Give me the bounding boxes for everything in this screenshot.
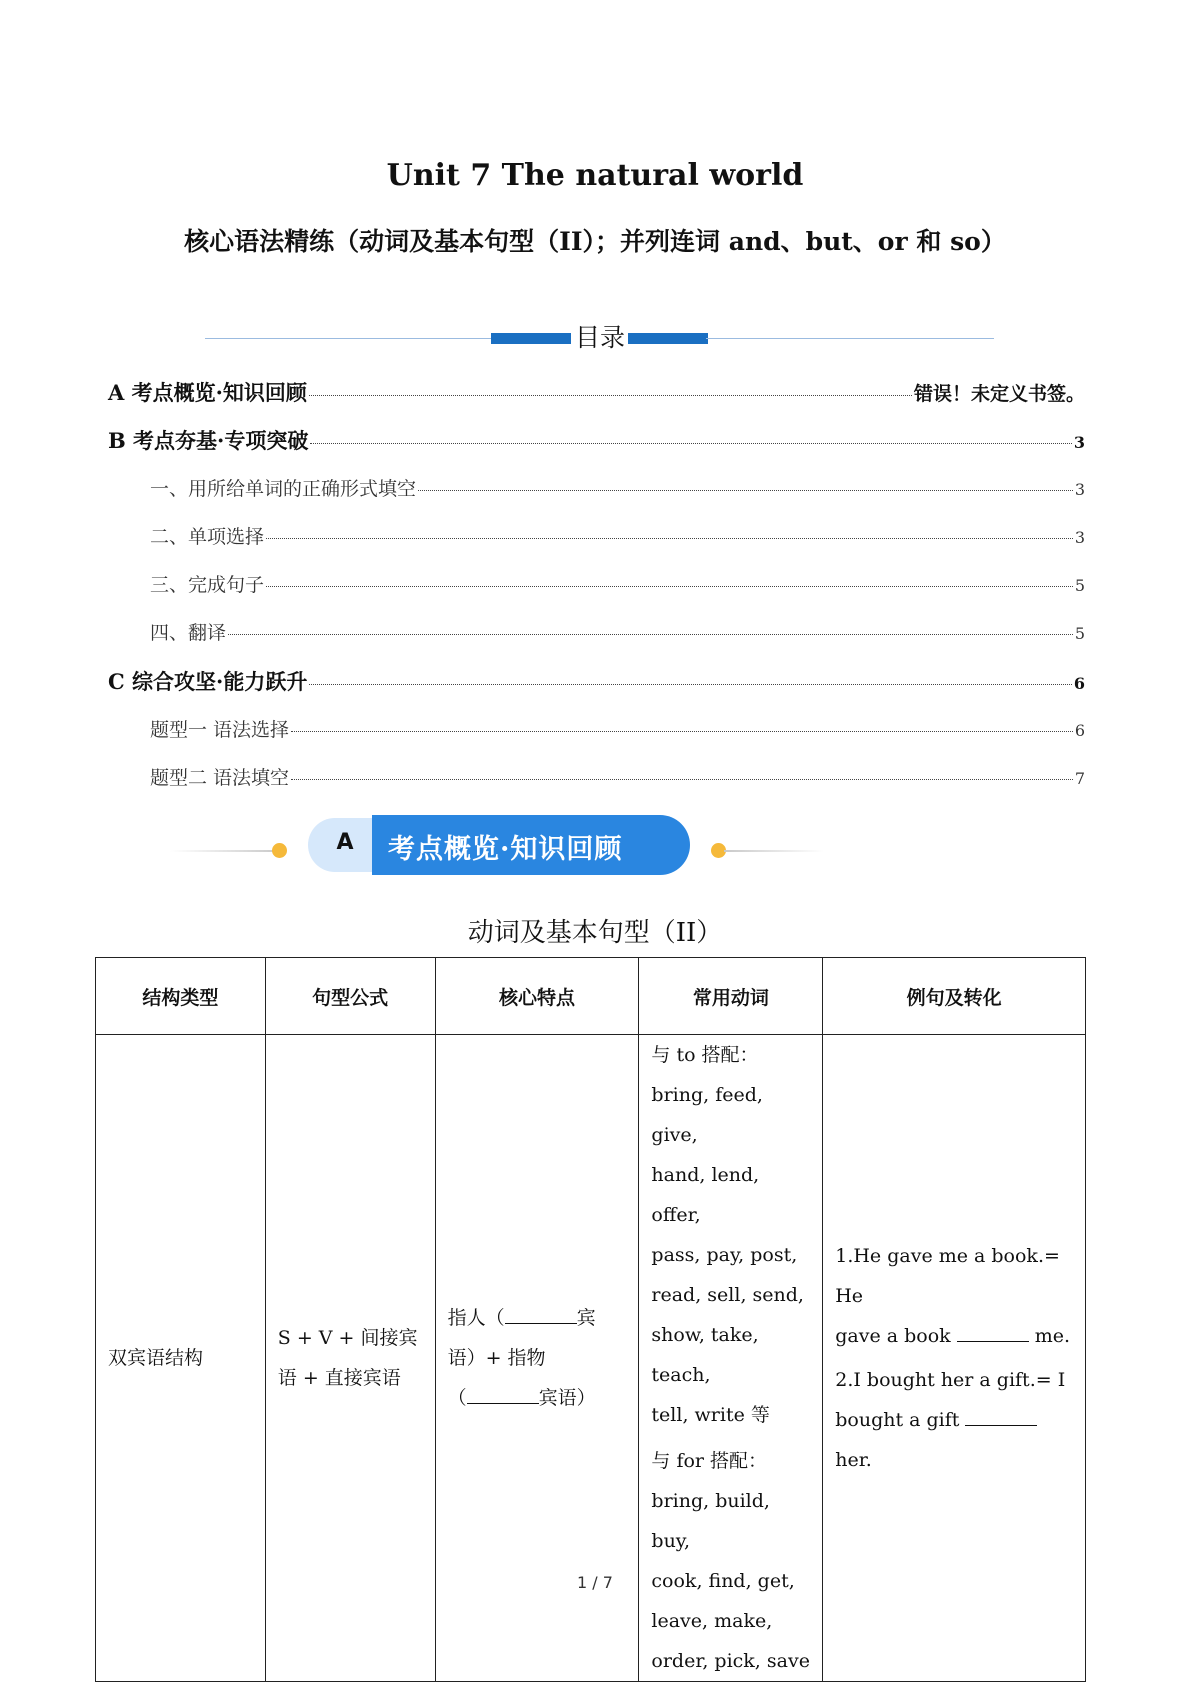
- toc-bar-left: [491, 333, 571, 344]
- feature-line: [448, 1378, 627, 1418]
- verb-line: 与 to 搭配：: [651, 1044, 759, 1066]
- formula-line: S + V + 间接宾: [277, 1327, 418, 1349]
- verb-line: bring, feed, give,: [651, 1084, 763, 1146]
- example-line: 2.I bought her a gift.= I: [835, 1369, 1066, 1391]
- answer-blank[interactable]: [467, 1402, 539, 1404]
- toc-entry-page: 3: [1074, 528, 1085, 547]
- toc-entry-label: 一、用所给单词的正确形式填空: [150, 478, 417, 500]
- toc-entry-label: 二、单项选择: [150, 526, 265, 548]
- verb-line: order, pick, save: [651, 1650, 810, 1672]
- answer-blank[interactable]: [957, 1340, 1029, 1342]
- toc-entry-page: 6: [1073, 674, 1085, 693]
- toc-entry-c[interactable]: [108, 666, 1085, 696]
- toc-leader: [418, 490, 1073, 491]
- toc-entry-b[interactable]: [108, 425, 1085, 455]
- toc-entry-page: 5: [1074, 576, 1085, 595]
- banner-text: 考点概览·知识回顾: [388, 834, 623, 865]
- toc-entry-b3[interactable]: [150, 570, 1085, 597]
- verb-line: leave, make,: [651, 1610, 773, 1632]
- banner-line-left: [170, 850, 280, 852]
- feature-line: [448, 1298, 627, 1338]
- verb-line: tell, write 等: [651, 1404, 770, 1426]
- banner-letter: A: [336, 830, 354, 855]
- toc-divider-left: [205, 338, 493, 339]
- verb-line: bring, build, buy,: [651, 1490, 770, 1552]
- toc-leader: [291, 779, 1073, 780]
- formula-line: 语 + 直接宾语: [277, 1367, 401, 1389]
- document-subtitle: 核心语法精练（动词及基本句型（II）；并列连词 and、but、or 和 so）: [184, 227, 1006, 256]
- verb-line: pass, pay, post,: [651, 1244, 798, 1266]
- example-line: [835, 1316, 1073, 1356]
- feature-text: （: [447, 1387, 467, 1409]
- toc-entry-b2[interactable]: [150, 522, 1085, 549]
- verb-line: hand, lend, offer,: [651, 1164, 760, 1226]
- example-text: gave a book: [835, 1325, 951, 1347]
- banner-dot-left: [272, 843, 287, 858]
- toc-entry-label: A 考点概览·知识回顾: [108, 380, 307, 405]
- toc-entry-label: 题型二 语法填空: [150, 767, 290, 789]
- verb-line: read, sell, send,: [651, 1284, 804, 1306]
- toc-leader: [310, 443, 1071, 444]
- banner-line-right: [724, 850, 824, 852]
- verb-line: show, take, teach,: [651, 1324, 759, 1386]
- toc-entry-page: 6: [1074, 721, 1085, 740]
- toc-leader: [228, 634, 1073, 635]
- feature-text: 指人（: [447, 1307, 505, 1329]
- toc-heading: 目录: [574, 323, 625, 352]
- table-header: 常用动词: [639, 958, 823, 1035]
- toc-entry-b1[interactable]: [150, 474, 1085, 501]
- feature-line: 语）+ 指物: [447, 1347, 546, 1369]
- feature-text: 宾: [576, 1307, 596, 1329]
- toc-entry-label: B 考点夯基·专项突破: [108, 428, 309, 453]
- toc-entry-page: 5: [1074, 624, 1085, 643]
- structure-type: 双宾语结构: [108, 1347, 204, 1369]
- example-text: her.: [835, 1449, 872, 1471]
- section-title: 动词及基本句型（II）: [467, 918, 723, 948]
- document-title: Unit 7 The natural world: [386, 158, 804, 193]
- toc-leader: [291, 731, 1073, 732]
- toc-leader: [309, 395, 912, 396]
- toc-entry-label: 四、翻译: [150, 622, 227, 644]
- toc-leader: [266, 586, 1073, 587]
- table-header: 结构类型: [96, 958, 266, 1035]
- toc-bar-right: [628, 333, 708, 344]
- verb-line: cook, find, get,: [651, 1570, 795, 1592]
- toc-entry-page: 3: [1073, 433, 1085, 452]
- example-text: bought a gift: [835, 1409, 960, 1431]
- answer-blank[interactable]: [965, 1424, 1037, 1426]
- toc-entry-label: C 综合攻坚·能力跃升: [108, 669, 308, 694]
- toc-entry-c2[interactable]: [150, 763, 1085, 790]
- verb-line: 与 for 搭配：: [651, 1450, 768, 1472]
- toc-entry-page: 7: [1074, 769, 1085, 788]
- page-number: 1 / 7: [577, 1573, 613, 1592]
- table-header: 例句及转化: [823, 958, 1086, 1035]
- toc-entry-label: 三、完成句子: [150, 574, 265, 596]
- toc-entry-a[interactable]: [108, 377, 1085, 407]
- toc-entry-b4[interactable]: [150, 618, 1085, 645]
- toc-leader: [309, 684, 1072, 685]
- toc-leader: [266, 538, 1073, 539]
- table-header: 句型公式: [265, 958, 435, 1035]
- table-header: 核心特点: [435, 958, 639, 1035]
- toc-entry-label: 题型一 语法选择: [150, 719, 290, 741]
- answer-blank[interactable]: [505, 1322, 577, 1324]
- example-text: me.: [1034, 1325, 1071, 1347]
- example-line: [835, 1400, 1073, 1480]
- example-line: 1.He gave me a book.= He: [835, 1245, 1060, 1307]
- table-header-row: [96, 958, 1086, 1035]
- toc-entry-page: 3: [1074, 480, 1085, 499]
- feature-text: 宾语）: [538, 1387, 596, 1409]
- toc-divider-right: [706, 338, 994, 339]
- toc-entry-page: 错误！未定义书签。: [913, 383, 1085, 405]
- toc-entry-c1[interactable]: [150, 715, 1085, 742]
